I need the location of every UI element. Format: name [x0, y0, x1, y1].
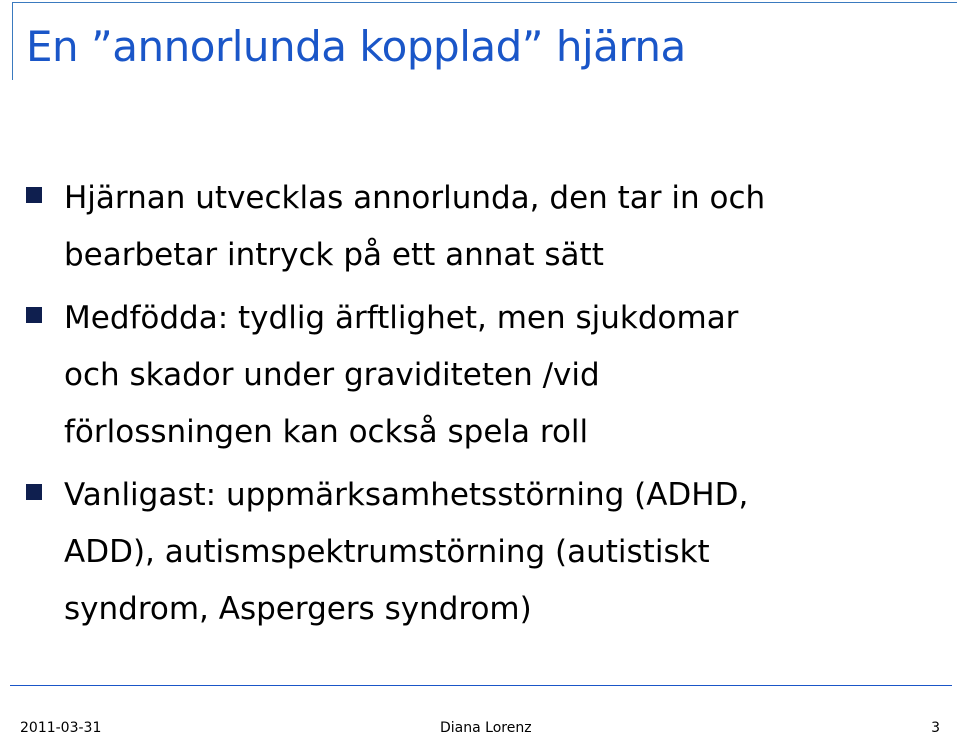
bullet-line: Vanligast: uppmärksamhetsstörning (ADHD, — [64, 477, 749, 513]
bullet-line: Medfödda: tydlig ärftlighet, men sjukdomar — [64, 300, 739, 336]
bullet-line: förlossningen kan också spela roll — [64, 414, 589, 450]
square-bullet-icon — [26, 187, 42, 203]
bullet-item — [22, 467, 922, 638]
frame-left-line — [12, 2, 13, 80]
frame-top-line — [12, 2, 957, 3]
footer-author: Diana Lorenz — [440, 720, 532, 736]
bullet-line: ADD), autismspektrumstörning (autistiskt — [64, 534, 710, 570]
bullet-line: syndrom, Aspergers syndrom) — [64, 591, 532, 627]
bullet-item — [22, 290, 922, 461]
bullet-list — [22, 170, 922, 644]
bullet-line: Hjärnan utvecklas annorlunda, den tar in och — [64, 180, 766, 216]
bullet-item — [22, 170, 922, 284]
footer-date: 2011-03-31 — [20, 720, 102, 736]
footer-page-number: 3 — [931, 720, 940, 736]
slide-title: En ”annorlunda kopplad” hjärna — [26, 22, 686, 71]
footer-divider — [10, 685, 952, 686]
square-bullet-icon — [26, 307, 42, 323]
square-bullet-icon — [26, 484, 42, 500]
bullet-line: och skador under graviditeten /vid — [64, 357, 600, 393]
bullet-line: bearbetar intryck på ett annat sätt — [64, 237, 604, 273]
